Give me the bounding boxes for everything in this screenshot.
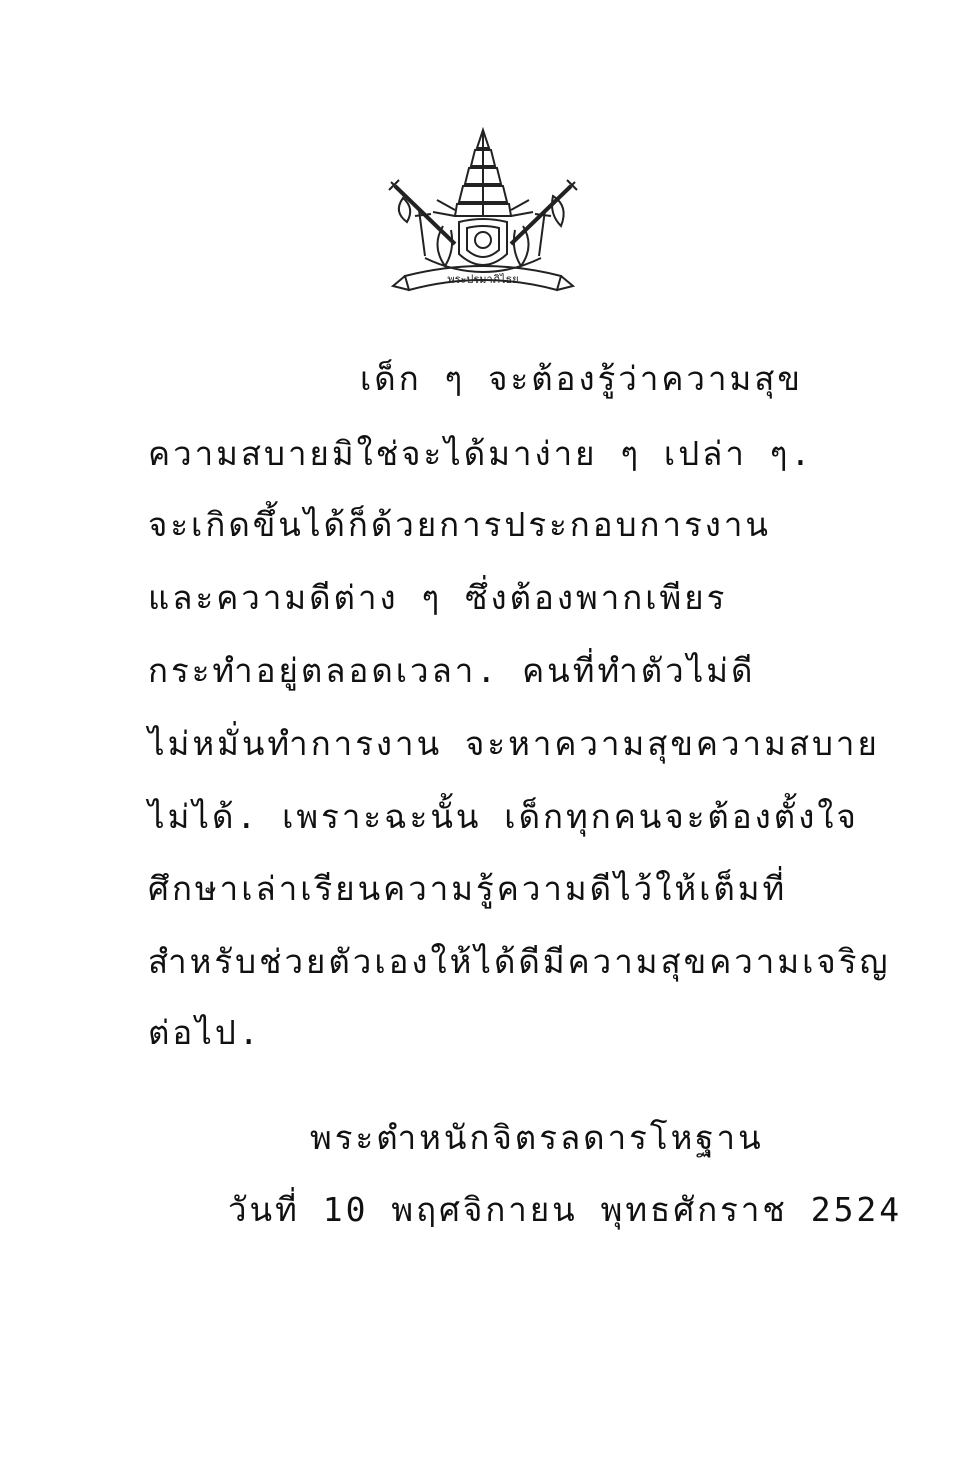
signature-place: พระตำหนักจิตรลดารโหฐาน [310, 1118, 764, 1157]
emblem-inscription: พระปรมาภิไธย [447, 273, 519, 286]
body-line-8: ศึกษาเล่าเรียนความรู้ความดีไว้ให้เต็มที่ [148, 869, 788, 908]
body-line-2: ความสบายมิใช่จะได้มาง่าย ๆ เปล่า ๆ. [148, 434, 814, 473]
signature-date: วันที่ 10 พฤศจิกายน พุทธศักราช 2524 [228, 1190, 903, 1229]
body-line-3: จะเกิดขึ้นได้ก็ด้วยการประกอบการงาน [148, 505, 771, 544]
royal-emblem-icon [385, 126, 581, 306]
body-line-4: และความดีต่าง ๆ ซึ่งต้องพากเพียร [148, 578, 728, 617]
body-line-7: ไม่ได้. เพราะฉะนั้น เด็กทุกคนจะต้องตั้งใจ [148, 797, 859, 836]
body-line-6: ไม่หมั่นทำการงาน จะหาความสุขความสบาย [148, 724, 880, 763]
body-line-5: กระทำอยู่ตลอดเวลา. คนที่ทำตัวไม่ดี [148, 651, 756, 690]
body-line-10: ต่อไป. [148, 1013, 262, 1052]
body-line-1: เด็ก ๆ จะต้องรู้ว่าความสุข [360, 359, 803, 398]
body-line-9: สำหรับช่วยตัวเองให้ได้ดีมีความสุขความเจริญ [148, 942, 891, 981]
